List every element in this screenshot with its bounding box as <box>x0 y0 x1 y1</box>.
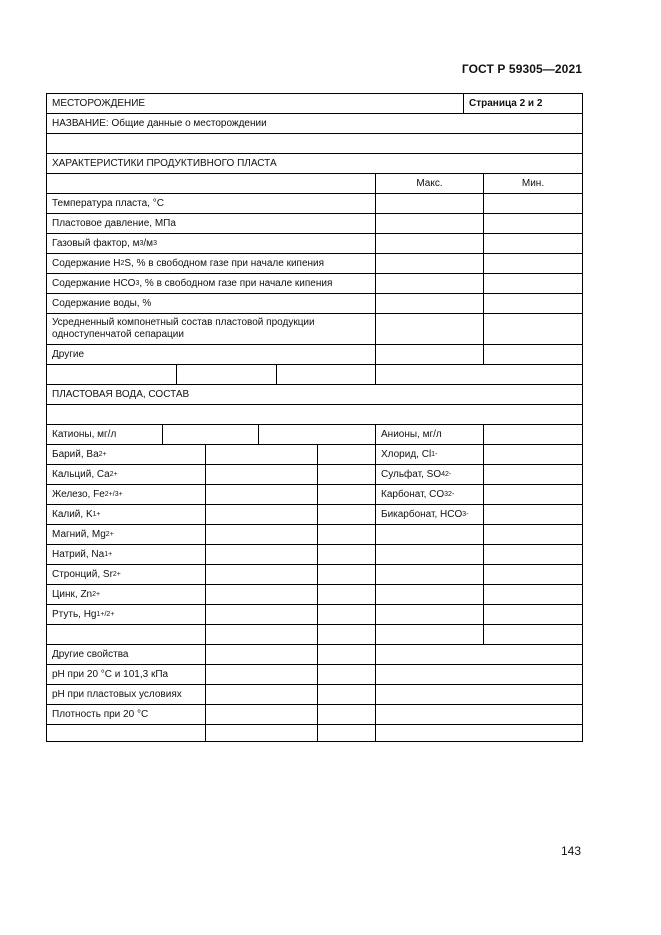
blank-field[interactable] <box>375 724 583 742</box>
blank-field[interactable] <box>276 364 376 385</box>
anion-label: Карбонат, CO 3 2- <box>375 484 484 505</box>
water-section-title: ПЛАСТОВАЯ ВОДА, СОСТАВ <box>46 384 583 405</box>
reservoir-pressure-max-field[interactable] <box>375 213 484 234</box>
ph-standard-field[interactable] <box>375 664 583 685</box>
reservoir-header-blank <box>46 173 376 194</box>
cation-value-field[interactable] <box>317 564 376 585</box>
cation-label: Калий, K 1+ <box>46 504 206 525</box>
hco3-content-max-field[interactable] <box>375 273 484 294</box>
blank-field[interactable] <box>375 364 583 385</box>
cation-label: Натрий, Na 1+ <box>46 544 206 565</box>
ph-standard-label: pH при 20 °С и 101,3 кПа <box>46 664 206 685</box>
anion-value-field[interactable] <box>483 584 583 605</box>
blank-field[interactable] <box>46 624 206 645</box>
blank-field[interactable] <box>375 584 484 605</box>
anion-label: Сульфат, SO 4 2- <box>375 464 484 485</box>
anions-unit-field[interactable] <box>483 424 583 445</box>
cation-value-field[interactable] <box>317 624 376 645</box>
property-field[interactable] <box>205 644 318 665</box>
ph-reservoir-field[interactable] <box>317 684 376 705</box>
reservoir-pressure-min-field[interactable] <box>483 213 583 234</box>
reservoir-temperature-label: Температура пласта, °С <box>46 193 376 214</box>
cation-value-field[interactable] <box>205 544 318 565</box>
page-number: 143 <box>560 844 581 858</box>
anion-value-field[interactable] <box>483 544 583 565</box>
cation-value-field[interactable] <box>317 524 376 545</box>
water-content-min-field[interactable] <box>483 293 583 314</box>
cations-label: Катионы, мг/л <box>46 424 163 445</box>
cation-label: Цинк, Zn 2+ <box>46 584 206 605</box>
cation-value-field[interactable] <box>317 444 376 465</box>
density-label: Плотность при 20 °С <box>46 704 206 725</box>
gas-factor-max-field[interactable] <box>375 233 484 254</box>
cation-value-field[interactable] <box>317 464 376 485</box>
cation-value-field[interactable] <box>205 504 318 525</box>
cation-label: Ртуть, Hg 1+/2+ <box>46 604 206 625</box>
cation-value-field[interactable] <box>205 524 318 545</box>
anion-label: Бикарбонат, HCO 3 - <box>375 504 484 525</box>
anion-value-field[interactable] <box>483 444 583 465</box>
reservoir-pressure-label: Пластовое давление, МПа <box>46 213 376 234</box>
blank-row[interactable] <box>46 404 583 425</box>
reservoir-other-label: Другие <box>46 344 376 365</box>
property-field[interactable] <box>317 644 376 665</box>
column-max-header: Макс. <box>375 173 484 194</box>
ph-standard-field[interactable] <box>317 664 376 685</box>
blank-field[interactable] <box>205 724 318 742</box>
anions-label: Анионы, мг/л <box>375 424 484 445</box>
cation-value-field[interactable] <box>205 604 318 625</box>
gas-factor-label: Газовый фактор, м 3 /м 3 <box>46 233 376 254</box>
ph-reservoir-field[interactable] <box>205 684 318 705</box>
cation-value-field[interactable] <box>317 504 376 525</box>
cation-value-field[interactable] <box>317 584 376 605</box>
ph-reservoir-field[interactable] <box>375 684 583 705</box>
cation-value-field[interactable] <box>205 464 318 485</box>
cation-label: Магний, Mg 2+ <box>46 524 206 545</box>
column-min-header: Мин. <box>483 173 583 194</box>
blank-field[interactable] <box>375 544 484 565</box>
anion-label: Хлорид, Cl 1- <box>375 444 484 465</box>
deposit-form <box>47 94 583 742</box>
ph-standard-field[interactable] <box>205 664 318 685</box>
reservoir-section-title: ХАРАКТЕРИСТИКИ ПРОДУКТИВНОГО ПЛАСТА <box>46 153 583 174</box>
blank-field[interactable] <box>176 364 277 385</box>
anion-value-field[interactable] <box>483 564 583 585</box>
cations-unit-field[interactable] <box>162 424 259 445</box>
h2s-content-label: Содержание H 2 S, % в свободном газе при начале кипения <box>46 253 376 274</box>
water-content-label: Содержание воды, % <box>46 293 376 314</box>
hco3-content-label: Содержание HCO 3 , % в свободном газе при начале кипения <box>46 273 376 294</box>
water-content-max-field[interactable] <box>375 293 484 314</box>
cation-label: Кальций, Ca 2+ <box>46 464 206 485</box>
cation-value-field[interactable] <box>205 584 318 605</box>
cation-value-field[interactable] <box>205 444 318 465</box>
gas-factor-min-field[interactable] <box>483 233 583 254</box>
blank-field[interactable] <box>375 564 484 585</box>
anion-value-field[interactable] <box>483 484 583 505</box>
deposit-name-label: НАЗВАНИЕ: Общие данные о месторождении <box>46 113 583 134</box>
reservoir-temperature-max-field[interactable] <box>375 193 484 214</box>
blank-field[interactable] <box>46 724 206 742</box>
cation-value-field[interactable] <box>205 564 318 585</box>
anion-value-field[interactable] <box>483 504 583 525</box>
density-field[interactable] <box>205 704 318 725</box>
h2s-content-min-field[interactable] <box>483 253 583 274</box>
cation-label: Железо, Fe 2+/3+ <box>46 484 206 505</box>
cation-value-field[interactable] <box>317 484 376 505</box>
density-field[interactable] <box>375 704 583 725</box>
composition-label: Усредненный компонетный состав пластовой продукции одноступенчатой сепарации <box>46 313 376 345</box>
blank-field[interactable] <box>46 364 177 385</box>
anion-value-field[interactable] <box>483 604 583 625</box>
cation-value-field[interactable] <box>317 604 376 625</box>
other-properties-label: Другие свойства <box>46 644 206 665</box>
document-number: ГОСТ Р 59305—2021 <box>461 62 582 76</box>
cation-value-field[interactable] <box>205 624 318 645</box>
anion-value-field[interactable] <box>483 464 583 485</box>
reservoir-other-min-field[interactable] <box>483 344 583 365</box>
cation-value-field[interactable] <box>317 544 376 565</box>
composition-min-field[interactable] <box>483 313 583 345</box>
cations-unit-field[interactable] <box>258 424 376 445</box>
composition-max-field[interactable] <box>375 313 484 345</box>
cation-label: Барий, Ba 2+ <box>46 444 206 465</box>
page-indicator: Страница 2 и 2 <box>463 93 583 114</box>
reservoir-other-max-field[interactable] <box>375 344 484 365</box>
cation-label: Стронций, Sr 2+ <box>46 564 206 585</box>
cation-value-field[interactable] <box>205 484 318 505</box>
deposit-label: МЕСТОРОЖДЕНИЕ <box>46 93 464 114</box>
anion-value-field[interactable] <box>483 524 583 545</box>
density-field[interactable] <box>317 704 376 725</box>
reservoir-temperature-min-field[interactable] <box>483 193 583 214</box>
ph-reservoir-label: pH при пластовых условиях <box>46 684 206 705</box>
blank-field[interactable] <box>317 724 376 742</box>
property-field[interactable] <box>375 644 583 665</box>
blank-row[interactable] <box>46 133 583 154</box>
blank-field[interactable] <box>375 524 484 545</box>
h2s-content-max-field[interactable] <box>375 253 484 274</box>
hco3-content-min-field[interactable] <box>483 273 583 294</box>
blank-field[interactable] <box>375 624 484 645</box>
blank-field[interactable] <box>375 604 484 625</box>
anion-value-field[interactable] <box>483 624 583 645</box>
